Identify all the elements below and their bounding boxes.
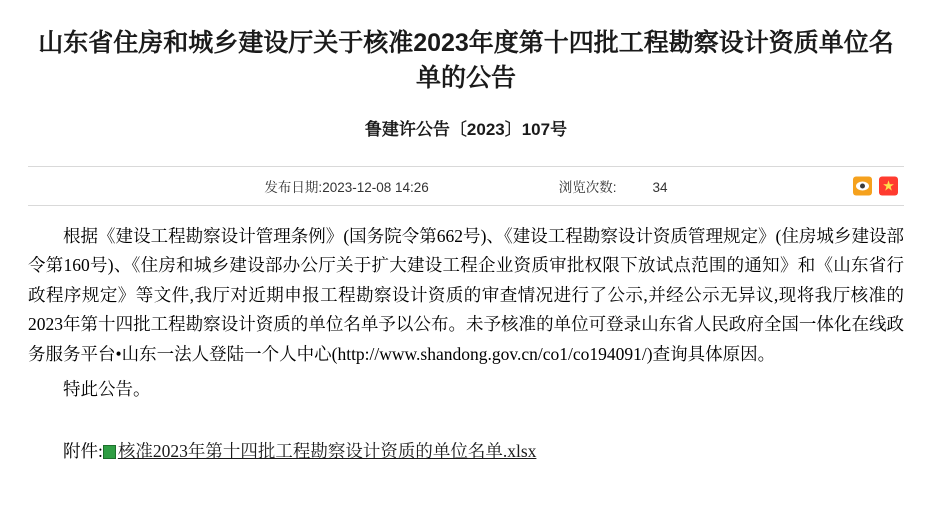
star-icon[interactable]: ★	[879, 177, 898, 196]
attachment-row	[28, 410, 904, 463]
body-paragraph-1: 根据《建设工程勘察设计管理条例》(国务院令第662号)、《建设工程勘察设计资质管理规定》(住房城乡建设部令第160号)、《住房和城乡建设部办公厅关于扩大建设工程企业资质审批权限下放试点范围的通知》和《山东省行政程序规定》等文件,我厅对近期申报工程勘察设计资质的审查情况进行了公示,并经公示无异议,现将我厅核准的2023年第十四批工程勘察设计资质的单位名单予以公布。未予核准的单位可登录山东省人民政府全国一体化在线政务服务平台•山东一法人登陆一个人中心(http://www.shandong.gov.cn/co1/co194091/)查询具体原因。	[28, 226, 904, 364]
document-meta-bar	[28, 167, 904, 205]
view-count-value: 34	[652, 180, 668, 195]
document-body	[28, 206, 904, 404]
view-count-label: 浏览次数:	[558, 180, 617, 195]
attachment-label: 附件:	[63, 441, 103, 462]
eye-icon-pupil	[856, 182, 869, 191]
document-number: 鲁建许公告〔2023〕107号	[364, 120, 568, 139]
page-title: 山东省住房和城乡建设厅关于核准2023年度第十四批工程勘察设计资质单位名单的公告	[38, 29, 894, 92]
view-count	[559, 176, 668, 196]
publish-date	[264, 176, 428, 196]
eye-icon[interactable]	[853, 177, 872, 196]
publish-date-value: 2023-12-08 14:26	[322, 180, 429, 195]
body-paragraph-2: 特此公告。	[63, 378, 151, 399]
publish-date-label: 发布日期:	[264, 180, 323, 195]
attachment-link[interactable]: 核准2023年第十四批工程勘察设计资质的单位名单.xlsx	[117, 441, 537, 462]
meta-action-icons	[853, 177, 898, 196]
excel-file-icon	[103, 445, 116, 459]
